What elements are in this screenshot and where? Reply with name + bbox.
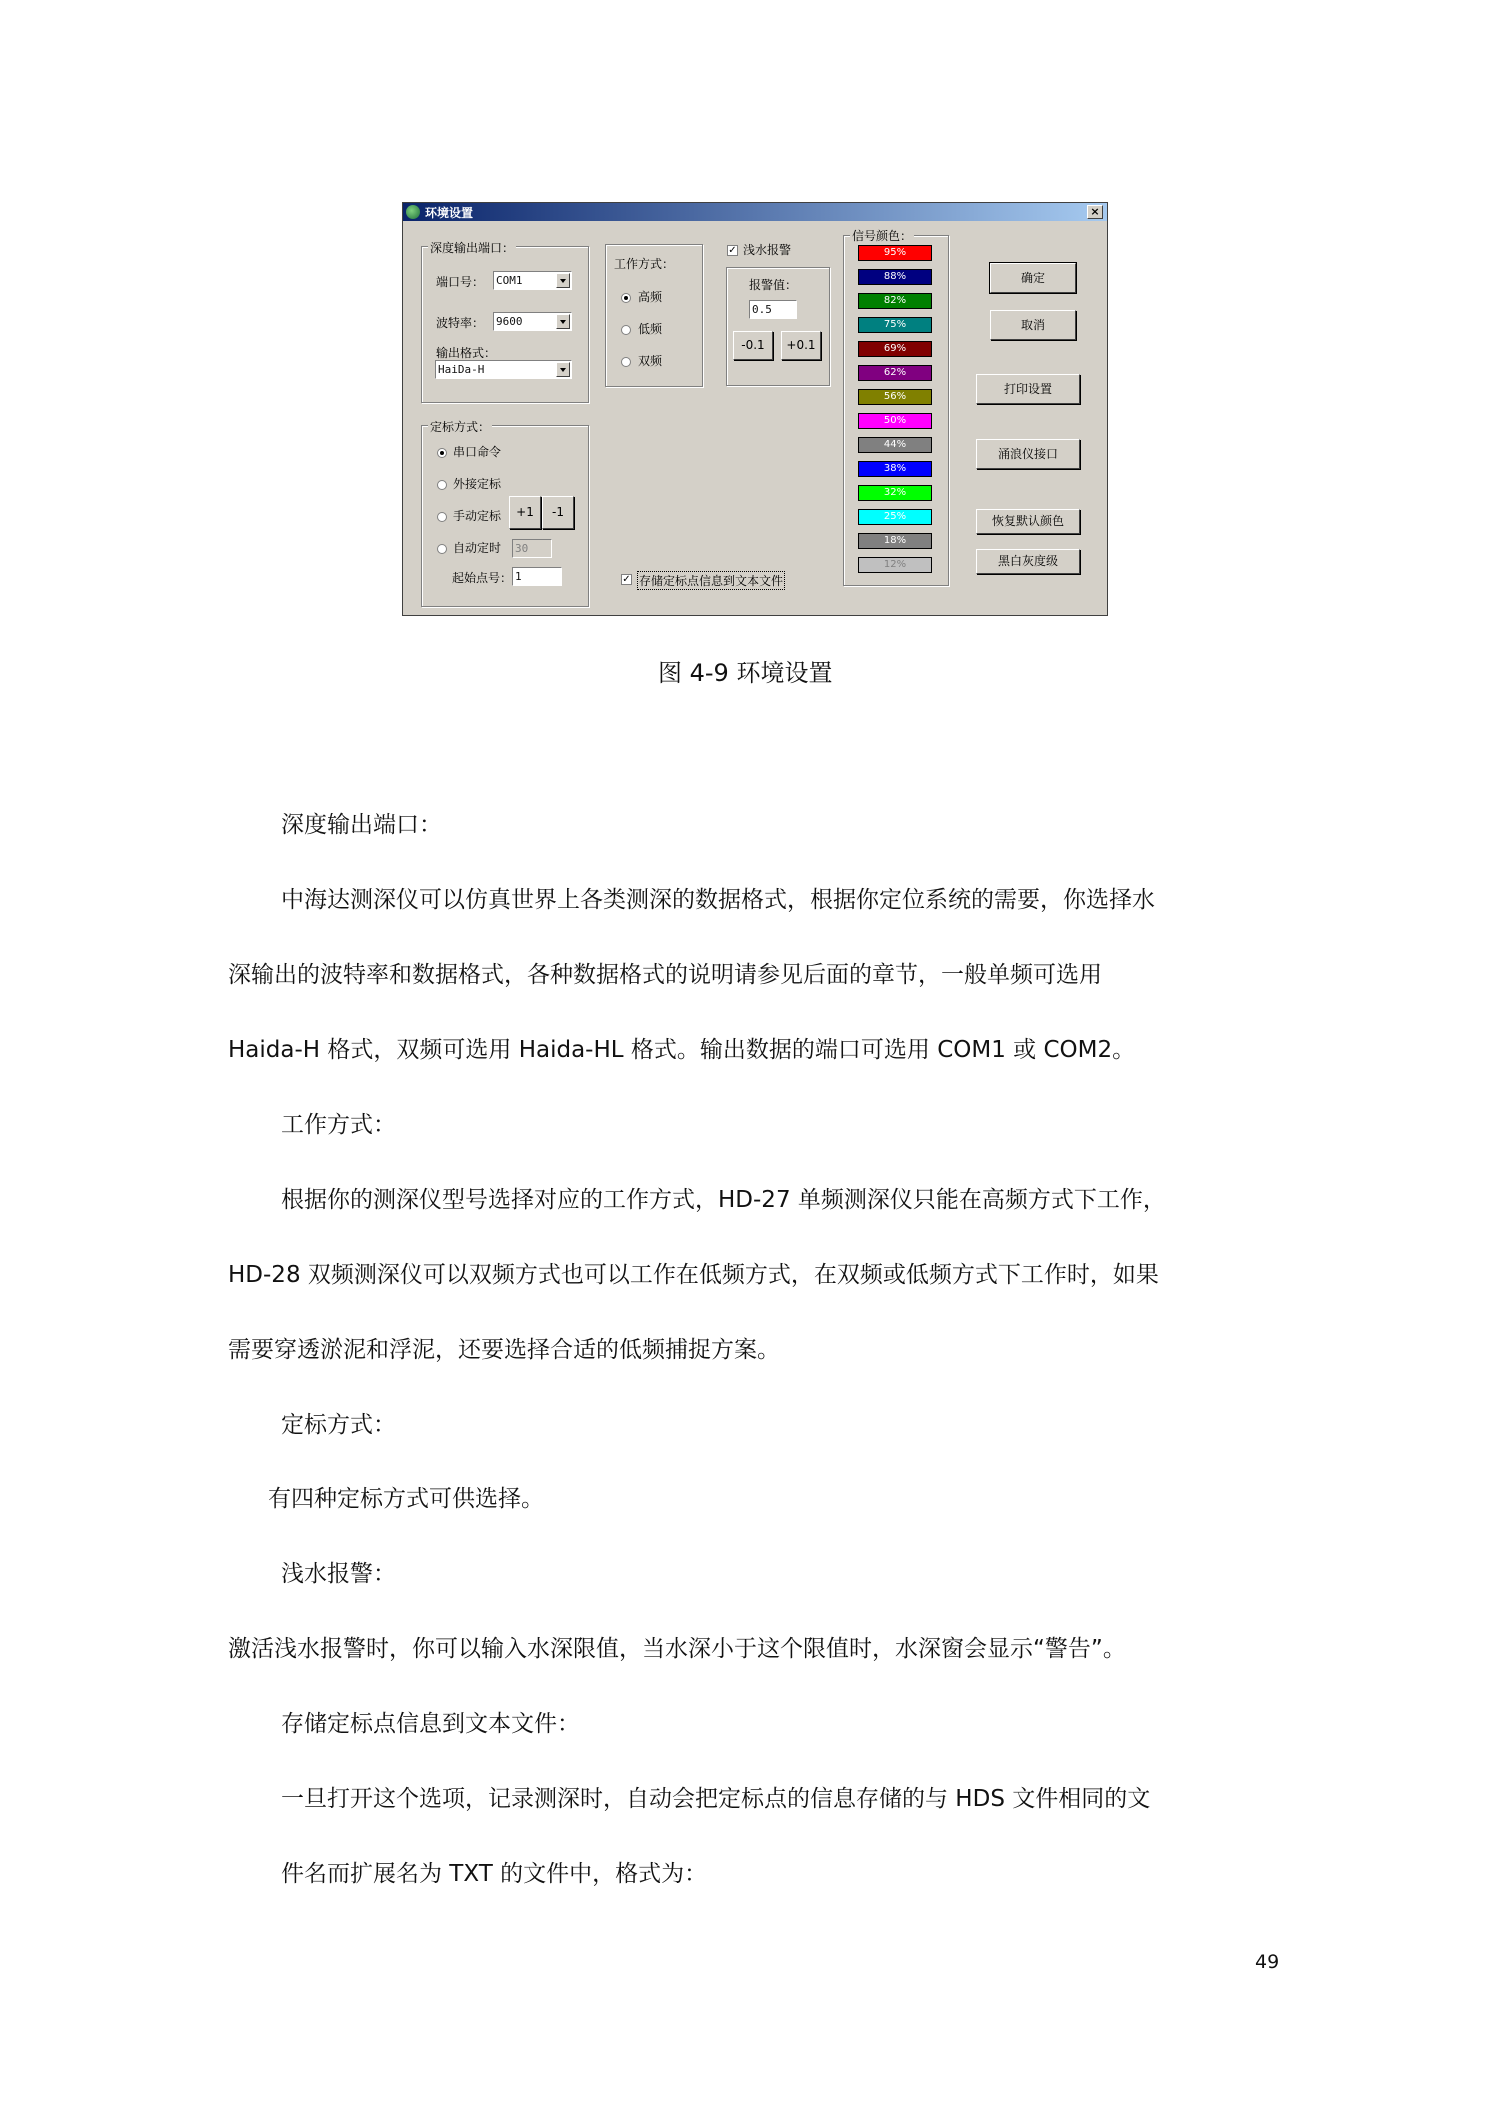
paragraph-line: Haida-H 格式，双频可选用 Haida-HL 格式。输出数据的端口可选用 COM1 或 COM2。 (228, 1037, 1136, 1063)
save-to-text-checkbox[interactable]: ✓ (622, 574, 631, 585)
paragraph-line: 深输出的波特率和数据格式，各种数据格式的说明请参见后面的章节，一般单频可选用 (228, 962, 1102, 988)
baud-value: 9600 (496, 315, 523, 328)
depth-port-group (421, 241, 589, 403)
restore-default-colors-button[interactable]: 恢复默认颜色 (976, 509, 1080, 534)
calibration-group (421, 420, 589, 607)
paragraph-line: 中海达测深仪可以仿真世界上各类测深的数据格式，根据你定位系统的需要，你选择水 (281, 887, 1155, 913)
paragraph-line: 需要穿透淤泥和浮泥，还要选择合适的低频捕捉方案。 (228, 1337, 780, 1363)
dialog-title: 环境设置 (425, 206, 474, 220)
signal-color-swatch[interactable]: 88% (858, 269, 932, 285)
option-auto-timed: 自动定时 (453, 541, 502, 555)
radio-dual-freq[interactable] (621, 357, 631, 367)
environment-settings-dialog (402, 202, 1108, 616)
port-select[interactable] (493, 271, 572, 290)
plus-one-button[interactable]: +1 (509, 496, 541, 529)
baud-select[interactable] (493, 312, 572, 331)
increase-alarm-button[interactable]: +0.1 (781, 331, 821, 360)
radio-high-freq[interactable] (621, 293, 631, 303)
print-settings-button[interactable]: 打印设置 (976, 374, 1080, 404)
radio-serial-command[interactable] (437, 448, 447, 458)
format-select[interactable] (435, 360, 572, 379)
signal-color-swatch[interactable]: 25% (858, 509, 932, 525)
radio-external-calibration[interactable] (437, 480, 447, 490)
paragraph-line: 激活浅水报警时，你可以输入水深限值，当水深小于这个限值时，水深窗会显示“警告”。 (228, 1636, 1126, 1662)
close-button[interactable]: × (1087, 205, 1103, 219)
signal-color-swatch[interactable]: 18% (858, 533, 932, 549)
figure-caption: 图 4-9 环境设置 (658, 659, 833, 687)
depth-port-legend: 深度输出端口： (430, 241, 515, 255)
signal-color-swatch[interactable]: 95% (858, 245, 932, 261)
minus-one-button[interactable]: -1 (542, 496, 574, 529)
cancel-button[interactable]: 取消 (990, 310, 1076, 340)
chevron-down-icon[interactable] (556, 362, 570, 377)
baud-label: 波特率： (436, 316, 485, 330)
chevron-down-icon[interactable] (556, 273, 570, 288)
page-number: 49 (1255, 1951, 1280, 1973)
signal-color-swatch[interactable]: 56% (858, 389, 932, 405)
alarm-value-group (726, 267, 830, 386)
paragraph-line: HD-28 双频测深仪可以双频方式也可以工作在低频方式，在双频或低频方式下工作时，如果 (228, 1262, 1159, 1288)
shallow-alarm-checkbox[interactable]: ✓ (728, 245, 737, 256)
start-point-label: 起始点号： (452, 571, 513, 585)
auto-interval-input[interactable]: 30 (512, 539, 552, 558)
app-icon (406, 205, 420, 219)
signal-color-swatch[interactable]: 38% (858, 461, 932, 477)
start-point-input[interactable]: 1 (512, 567, 562, 586)
tide-interface-button[interactable]: 涌浪仪接口 (976, 439, 1080, 469)
heading-shallow-alarm: 浅水报警： (281, 1561, 396, 1587)
work-mode-group (605, 244, 703, 387)
paragraph-line: 件名而扩展名为 TXT 的文件中，格式为： (281, 1861, 708, 1887)
signal-color-group (843, 229, 949, 586)
option-high-freq: 高频 (638, 290, 663, 304)
paragraph-line: 一旦打开这个选项，记录测深时，自动会把定标点的信息存储的与 HDS 文件相同的文 (281, 1786, 1151, 1812)
port-label: 端口号： (436, 275, 485, 289)
grayscale-button[interactable]: 黑白灰度级 (976, 549, 1080, 574)
radio-low-freq[interactable] (621, 325, 631, 335)
chevron-down-icon[interactable] (556, 314, 570, 329)
paragraph-line: 根据你的测深仪型号选择对应的工作方式，HD-27 单频测深仪只能在高频方式下工作， (281, 1187, 1166, 1213)
signal-color-swatch[interactable]: 82% (858, 293, 932, 309)
decrease-alarm-button[interactable]: -0.1 (733, 331, 773, 360)
signal-color-swatch[interactable]: 44% (858, 437, 932, 453)
signal-color-swatch[interactable]: 32% (858, 485, 932, 501)
shallow-alarm-label[interactable]: 浅水报警 (743, 243, 792, 257)
signal-color-swatch[interactable]: 50% (858, 413, 932, 429)
option-serial-command: 串口命令 (453, 445, 502, 459)
paragraph-line: 有四种定标方式可供选择。 (268, 1486, 544, 1512)
signal-color-swatch[interactable]: 12% (858, 557, 932, 573)
option-low-freq: 低频 (638, 322, 663, 336)
alarm-value-input[interactable]: 0.5 (749, 300, 797, 319)
radio-auto-timed[interactable] (437, 544, 447, 554)
format-value: HaiDa-H (438, 363, 485, 376)
signal-color-swatch[interactable]: 75% (858, 317, 932, 333)
option-dual-freq: 双频 (638, 354, 663, 368)
radio-manual-calibration[interactable] (437, 512, 447, 522)
heading-calibration: 定标方式： (281, 1412, 396, 1438)
work-mode-legend: 工作方式： (614, 257, 675, 271)
dialog-titlebar (403, 203, 1107, 221)
port-value: COM1 (496, 274, 523, 287)
ok-button[interactable]: 确定 (990, 263, 1076, 293)
heading-depth-port: 深度输出端口： (281, 812, 442, 838)
heading-save-to-text: 存储定标点信息到文本文件： (281, 1711, 580, 1737)
option-external-calibration: 外接定标 (453, 477, 502, 491)
save-to-text-label[interactable]: 存储定标点信息到文本文件 (637, 571, 785, 590)
signal-color-legend: 信号颜色： (852, 229, 913, 243)
calibration-legend: 定标方式： (430, 420, 491, 434)
alarm-value-label: 报警值： (749, 278, 798, 292)
format-label: 输出格式： (436, 346, 497, 360)
signal-color-swatch[interactable]: 69% (858, 341, 932, 357)
option-manual-calibration: 手动定标 (453, 509, 502, 523)
heading-work-mode: 工作方式： (281, 1112, 396, 1138)
signal-color-swatch[interactable]: 62% (858, 365, 932, 381)
